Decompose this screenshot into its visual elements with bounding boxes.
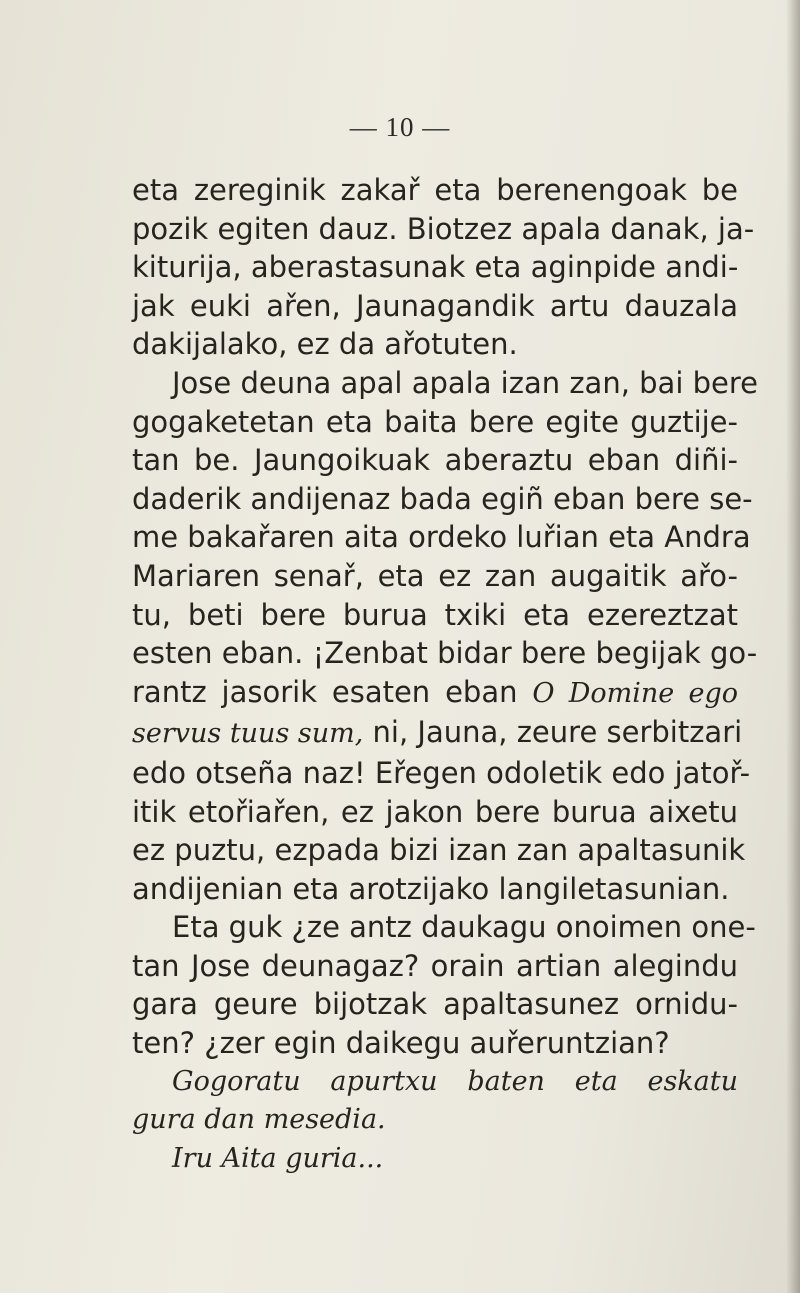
text-line: tu, beti bere burua txiki eta ezereztzat xyxy=(132,597,738,632)
text-line: andijenian eta arotzijako langiletasunian. xyxy=(132,871,730,906)
text-line: tan be. Jaungoikuak aberaztu eban diñi- xyxy=(132,443,738,478)
text-line: Mariaren senař, eta ez zan augaitik ařo- xyxy=(132,558,738,593)
page-edge-shadow xyxy=(786,0,800,1293)
text-line: kiturija, aberastasunak eta aginpide andi- xyxy=(132,250,739,285)
text-line: Jose deuna apal apala izan zan, bai bere xyxy=(172,365,758,400)
text-line: me bakařaren aita ordeko luřian eta Andra xyxy=(132,520,751,555)
body-text xyxy=(132,171,758,1178)
text-line: eta zereginik zakař eta berenengoak be xyxy=(132,173,738,207)
text-line: gogaketetan eta baita bere egite guztije- xyxy=(132,404,738,439)
text-line: dakijalako, ez da ařotuten. xyxy=(132,327,518,362)
text-line: ten? ¿zer egin daikegu auřeruntzian? xyxy=(132,1026,670,1061)
italic-line: gura dan mesedia. xyxy=(132,1104,386,1136)
italic-line: Iru Aita guria... xyxy=(172,1142,384,1174)
text-line-with-italic xyxy=(132,713,743,754)
text-line: pozik egiten dauz. Biotzez apala danak, ja- xyxy=(132,211,755,246)
text-line: gara geure bijotzak apaltasunez ornidu- xyxy=(132,987,738,1022)
italic-line: Gogoratu apurtxu baten eta eskatu xyxy=(172,1065,738,1097)
text-line: tan Jose deunagaz? orain artian alegindu xyxy=(132,948,738,983)
latin-phrase: O Domine ego xyxy=(532,677,739,709)
text-line: esten eban. ¡Zenbat bidar bere begijak go- xyxy=(132,636,758,671)
text-line: Eta guk ¿ze antz daukagu onoimen one- xyxy=(172,910,756,945)
text-span: rantz jasorik esaten eban xyxy=(132,674,518,709)
text-line: ez puztu, ezpada bizi izan zan apaltasunik xyxy=(132,833,746,868)
page-number: — 10 — xyxy=(349,112,451,142)
text-line-with-italic xyxy=(132,673,738,714)
latin-phrase: servus tuus sum, xyxy=(132,718,364,750)
text-line: daderik andijenaz bada egiñ eban bere se- xyxy=(132,481,753,516)
text-line: itik etořiařen, ez jakon bere burua aixetu xyxy=(132,794,738,829)
text-line: edo otseña naz! Eřegen odoletik edo jatoř- xyxy=(132,755,751,790)
text-span: ni, Jauna, zeure serbitzari xyxy=(372,715,743,750)
text-line: jak euki ařen, Jaunagandik artu dauzala xyxy=(132,288,738,323)
